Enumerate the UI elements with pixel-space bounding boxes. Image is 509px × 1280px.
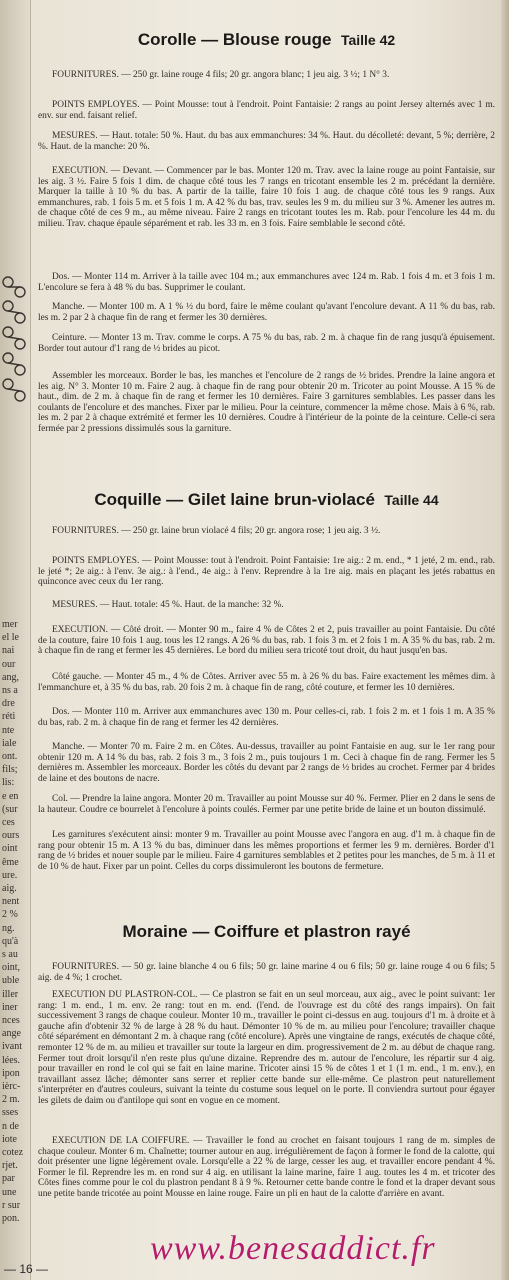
margin-word: nte [2,724,15,736]
margin-word: ièrc- [2,1081,21,1092]
paragraph: Dos. — Monter 110 m. Arriver aux emmanchures avec 130 m. Pour celles-ci, rab. 1 fois 2 m. et 1 fois 1 m. A 35 % du bas, rab. 2 m. à chaque fin de rang et fermer les 42 dernières. [38,707,495,728]
paragraph: EXECUTION DE LA COIFFURE. — Travailler le fond au crochet en faisant toujours 1 rang de m. simples de chaque couleur. Monter 6 m. Chaînette; tourner autour en aug. irrégulièrement de façon à former le fond de la calotte, qui doit présenter une ligne légèrement ovale. Lorsqu'elle a 22 % de large, cesser les aug. et travailler encore pendant 4 %. Former le fil. Reprendre les m. en rond sur 4 aig. en utilisant la laine marine, faire 1 aug. toutes les 4 m. et tricoter des Côtes fines comme pour le col du plastron pendant 8 à 9 %. Retourner cette bande contre le fond et la draper devant sous une petite bande tricotée au point Mousse en laine rouge. Faire un pli en haut de la calotte d'arrière en avant. [38,1136,495,1199]
paragraph: Manche. — Monter 100 m. A 1 % ½ du bord, faire le même coulant qu'avant l'encolure devant. A 11 % du bas, rab. les m. 2 par 2 à chaque fin de rang et fermer les 30 dernières. [38,302,495,323]
embroidery-decoration [0,270,28,420]
page-number: — 16 — [4,1262,49,1276]
margin-word: cotez [2,1147,24,1158]
margin-word: lées. [2,1054,21,1066]
paragraph: MESURES. — Haut. totale: 45 %. Haut. de la manche: 32 %. [52,600,284,610]
margin-word: (sur [2,803,18,815]
margin-word: ang, [2,671,19,683]
section-title-coquille: Coquille — Gilet laine brun-violacé Taille 44 [94,490,439,509]
margin-word: mer [2,619,18,630]
watermark-text: www.benesaddict.fr [150,1230,436,1267]
margin-word: ns a [2,685,18,696]
paragraph: POINTS EMPLOYES. — Point Mousse: tout à l'endroit. Point Fantaisie: 2 rangs au point Jersey alternés avec 1 m. env. sur end. faisant relief. [38,100,495,121]
paragraph: Dos. — Monter 114 m. Arriver à la taille avec 104 m.; aux emmanchures avec 124 m. Rab. 1 fois 4 m. et 3 fois 1 m. L'encolure se fera à 48 % du bas. Supprimer le coulant. [38,272,495,293]
paragraph: MESURES. — Haut. totale: 50 %. Haut. du bas aux emmanchures: 34 %. Haut. du décolleté: devant, 5 %; derrière, 2 %. Haut. de la manche: 20 %. [38,131,495,152]
paragraph: Assembler les morceaux. Border le bas, les manches et l'encolure de 2 rangs de ½ brides. Prendre la laine angora et les aig. N° 3. Monter 10 m. Faire 2 aug. à chaque fin de rang pour obtenir 20 m. Tricoter au point Mousse. A 15 % de haut., dim. de 2 m. à chaque fin de rang et fermer les 10 dernières. Faire 3 garnitures semblables. Les passer dans les coulants de l'encolure et des manches. Fixer par le milieu. Pour la ceinture, commencer la même chose. Mais à 6 %, rab. les m. 2 par 2 à chaque extrémité et fermer les 10 dernières. Coudre à l'intérieur de la pointe de la ceinture. Celle-ci sera fermée par 2 pressions dissimulés sous la garniture. [38,371,495,434]
margin-word: ng. [2,922,15,934]
paragraph: EXECUTION DU PLASTRON-COL. — Ce plastron se fait en un seul morceau, aux aig., avec le point suivant: 1er rang: 1 m. end., 1 m. env. 2e rang: tout en m. end. (l'end. de l'ouvrage est du côté des rangs impairs). On fait successivement 3 rangs de chaque couleur. Monter 10 m., travailler le point ci-dessus en aug. toujours d'1 m. à droite et à gauche afin d'obtenir 32 % de large à 28 % du haut. Démonter 10 % de m. au milieu pour l'encolure; travailler chaque côté séparément en démontant 2 m. à chaque rang (côté encolure). Après une vingtaine de rangs, exécutés de chaque côté, remonter 12 % de m. au milieu et travailler sur toute la largeur en dim. progressivement de 2 m. au début de chaque rang. Fermer tout droit lorsqu'il n'en reste plus qu'une dizaine. Reprendre des m. autour de l'encolure, les répartir sur 4 aig. pour travailler en rond le col qui se fait en laine marine. Tricoter ainsi 15 % de côtes 1 et 1 (1 m. end., 1 m. env.), en travaillant assez lâche; démonter sans serrer et replier cette bande sur elle-même. Ce plastron peut naturellement s'interpréter en d'autres couleurs, suivant la teinte du costume sous lequel on le porte. Il conviendra surtout pour égayer les gilets de daim ou d'antilope qui sont en vogue en ce moment. [38,990,495,1106]
margin-word: el le [2,632,19,644]
paragraph: Les garnitures s'exécutent ainsi: monter 9 m. Travailler au point Mousse avec l'angora en aug. d'1 m. à chaque fin de rang pour obtenir 15 m. A 13 % du bas, diminuer dans les mêmes proportions et fermer les 9 m. dernières. Border d'1 rang de ½ brides et nouer souple par le milieu. Faire 4 garnitures semblables et 2 petites pour les manches, de 5 m. à 11 et de 10 % de haut. Fixer par un point. Celles du corps dissimuleront les boutons de fermeture. [38,830,495,872]
paragraph: Côté gauche. — Monter 45 m., 4 % de Côtes. Arriver avec 55 m. à 26 % du bas. Faire exactement les mêmes dim. à l'emmanchure et, à 35 % du bas, rab. 20 fois 2 m. à chaque fin de rang, côté couture, et fermer les 10 dernières. [38,672,495,693]
margin-word: iale [2,737,17,749]
paragraph: Col. — Prendre la laine angora. Monter 20 m. Travailler au point Mousse sur 40 %. Fermer. Plier en 2 dans le sens de la hauteur. Coudre ce bourrelet à l'encolure à points coulés. Fermer par une petite bride de laine et un bouton dissimulé. [38,794,495,815]
margin-word: oint, [2,962,21,974]
margin-word: ure. [2,869,18,881]
margin-word: pon. [2,1213,20,1224]
margin-word: s au [2,949,18,960]
margin-word: r sur [2,1199,21,1211]
paragraph: FOURNITURES. — 250 gr. laine brun violacé 4 fils; 20 gr. angora rose; 1 jeu aig. 3 ½. [52,526,381,536]
margin-word: fils; [2,764,18,776]
margin-word: réti [2,711,16,723]
margin-word: nent [2,896,20,908]
margin-word: oint [2,843,18,855]
margin-word: ême [2,856,19,868]
margin-word: ivant [2,1041,22,1053]
margin-word: dre [2,698,15,710]
paragraph: Manche. — Monter 70 m. Faire 2 m. en Côtes. Au-dessus, travailler au point Fantaisie en aug. sur le 1er rang pour obtenir 120 m. A 14 % du bas, rab. 2 fois 3 m., 3 fois 2 m., puis toujours 1 m. Ceci à chaque fin de rang. Fermer les 5 dernières m. Assembler les morceaux. Border les côtés du devant par 2 rangs de ½ brides au crochet. Fermer par 4 brides de laine et des boutons de nacre. [38,742,495,784]
margin-word: 2 % [2,909,18,921]
margin-word: sses [2,1107,19,1119]
margin-word: iller [2,988,19,1000]
margin-word: 2 m. [2,1094,20,1106]
margin-word: lis: [2,777,15,789]
margin-word: ces [2,817,15,828]
margin-word: e en [2,790,19,802]
margin-word: qu'à [2,935,19,947]
section-title-moraine: Moraine — Coiffure et plastron rayé [122,922,411,941]
paragraph: POINTS EMPLOYES. — Point Mousse: tout à l'endroit. Point Fantaisie: 1re aig.: 2 m. end., * 1 jeté, 2 m. end., rab. le jeté *; 2e aig.: à l'env. 3e aig.: à l'end., 4e aig.: à l'env. Reprendre à la 1re aig. mais en plaçant les jetés rabattus en quinconce avec ceux du 1er rang. [38,556,495,588]
previous-page-edge [0,0,31,1280]
margin-word: iote [2,1133,17,1145]
margin-word: ont. [2,751,18,762]
margin-word: rjet. [2,1160,18,1172]
margin-word: iner [2,1001,18,1013]
margin-word: ours [2,830,20,842]
section-title-corolle: Corolle — Blouse rouge Taille 42 [137,30,396,49]
margin-word: aig. [2,883,17,894]
margin-word: nces [2,1015,20,1026]
margin-word: une [2,1186,17,1198]
margin-word: our [2,658,16,670]
paragraph: EXECUTION. — Devant. — Commencer par le bas. Monter 120 m. Trav. avec la laine rouge au point Fantaisie, sur les aig. 3 ½. Faire 5 fois 1 dim. de chaque côté tous les 7 rangs en tricotant ensemble les 2 m. précédant la dernière. Marquer la taille à 10 % du bas. A partir de la taille, faire 10 fois 1 aug. de chaque côté tous les 9 rangs. Aux emmanchures, rab. 1 fois 5 m. et 5 fois 1 m. A 42 % du bas, trav. seules les 9 m. du milieu sur 3 %. Amener les autres m. de chaque côté de ces 9 m., au même niveau. Faire 2 rangs en tricotant toutes les m. Rab. pour l'encolure les 44 m. du milieu. Trav. chaque épaule séparément et rab. les 33 m. en 3 fois. Faire semblable le second côté. [38,166,495,229]
margin-word: nai [2,645,15,657]
margin-word: ipon [2,1067,20,1079]
paragraph: EXECUTION. — Côté droit. — Monter 90 m., faire 4 % de Côtes 2 et 2, puis travailler au point Fantaisie. Du côté de la couture, faire 10 fois 1 aug. tous les 12 rangs. A 26 % du bas, rab. 1 fois 3 m. et 2 fois 1 m. A 35 % du bas, rab. 2 m. à chaque fin de rang et fermer les 45 dernières. Le bord du milieu sera tricoté tout droit, du haut jusqu'en bas. [38,625,495,657]
page-edge-shadow [501,0,509,1280]
margin-word: par [2,1173,15,1185]
margin-word: uble [2,975,20,987]
paragraph: FOURNITURES. — 250 gr. laine rouge 4 fils; 20 gr. angora blanc; 1 jeu aig. 3 ½; 1 N° 3. [52,70,390,80]
margin-word: ange [2,1028,21,1040]
paragraph: Ceinture. — Monter 13 m. Trav. comme le corps. A 75 % du bas, rab. 2 m. à chaque fin de rang jusqu'à épuisement. Border tout autour d'1 rang de ½ brides au picot. [38,333,495,354]
paragraph: FOURNITURES. — 50 gr. laine blanche 4 ou 6 fils; 50 gr. laine marine 4 ou 6 fils; 50 gr. laine rouge 4 ou 6 fils; 5 aig. de 4 %; 1 crochet. [38,962,495,983]
margin-word: n de [2,1120,19,1132]
